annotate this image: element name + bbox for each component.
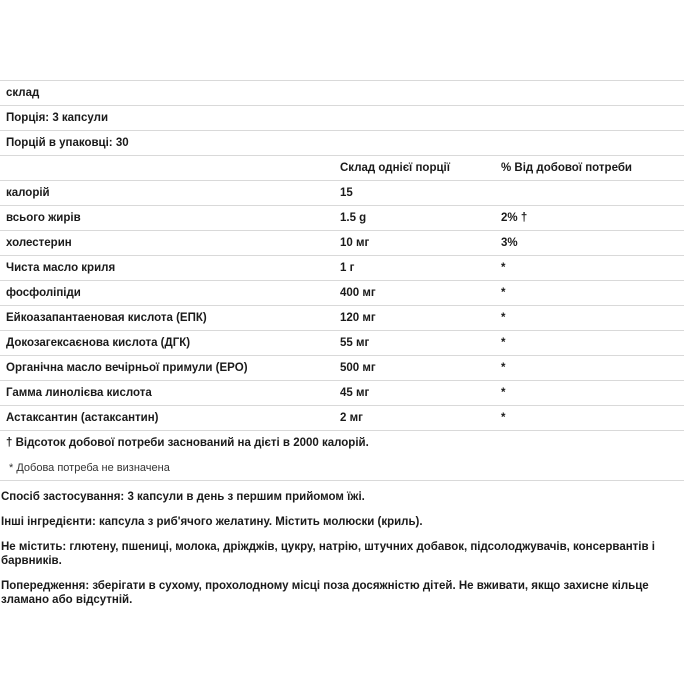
- nutrient-amount: 15: [340, 187, 353, 199]
- facts-title: склад: [6, 87, 40, 99]
- nutrient-amount: 1.5 g: [340, 212, 367, 224]
- nutrient-dv: *: [501, 262, 506, 274]
- servings-per-container-row: [0, 131, 684, 156]
- table-header-row: [0, 156, 684, 181]
- nutrient-dv: *: [501, 337, 506, 349]
- usage-paragraph: Спосіб застосування: 3 капсули в день з першим прийомом їжі.: [1, 491, 365, 503]
- nutrient-name: Чиста масло криля: [6, 262, 116, 274]
- nutrient-amount: 120 мг: [340, 312, 376, 324]
- footnote-star: * Добова потреба не визначена: [9, 461, 170, 474]
- nutrient-dv: 2% †: [501, 212, 528, 224]
- nutrient-amount: 400 мг: [340, 287, 376, 299]
- footnote-star-row: [0, 455, 684, 481]
- nutrient-amount: 500 мг: [340, 362, 376, 374]
- serving-size: Порція: 3 капсули: [6, 112, 109, 124]
- nutrient-name: Астаксантин (астаксантин): [6, 412, 159, 424]
- nutrient-name: Докозагексаєнова кислота (ДГК): [6, 337, 191, 349]
- nutrient-name: всього жирів: [6, 212, 81, 224]
- other-ingredients-paragraph: Інші інгредієнти: капсула з риб'ячого желатину. Містить молюски (криль).: [1, 516, 423, 528]
- nutrient-name: холестерин: [6, 237, 72, 249]
- nutrient-amount: 2 мг: [340, 412, 363, 424]
- footnote-dagger-row: [0, 431, 684, 455]
- nutrient-amount: 10 мг: [340, 237, 370, 249]
- supplement-facts-table: [0, 80, 684, 481]
- header-dv: % Від добової потреби: [501, 162, 632, 174]
- free-from-paragraph: Не містить: глютену, пшениці, молока, дріжджів, цукру, натрію, штучних добавок, підсолоджувачів, консервантів і барвників.: [1, 541, 655, 567]
- product-info-paragraphs: [1, 490, 681, 618]
- nutrient-dv: *: [501, 362, 506, 374]
- serving-size-row: [0, 106, 684, 131]
- nutrient-name: Органічна масло вечірньої примули (EPO): [6, 362, 248, 374]
- nutrient-dv: *: [501, 412, 506, 424]
- warning-paragraph: Попередження: зберігати в сухому, прохолодному місці поза досяжністю дітей. Не вживати, якщо захисне кільце зламано або відсутній.: [1, 580, 649, 606]
- table-row: [0, 381, 684, 406]
- nutrient-dv: *: [501, 287, 506, 299]
- nutrient-amount: 45 мг: [340, 387, 370, 399]
- nutrient-dv: *: [501, 312, 506, 324]
- nutrient-name: фосфоліпіди: [6, 287, 81, 299]
- table-row: [0, 281, 684, 306]
- table-row: [0, 231, 684, 256]
- table-row: [0, 406, 684, 431]
- nutrient-amount: 55 мг: [340, 337, 370, 349]
- nutrient-dv: *: [501, 387, 506, 399]
- header-amount: Склад однієї порції: [340, 162, 450, 174]
- facts-title-row: [0, 81, 684, 106]
- nutrient-name: Ейкоазапантаеновая кислота (ЕПК): [6, 312, 207, 324]
- nutrient-amount: 1 г: [340, 262, 355, 274]
- nutrient-dv: 3%: [501, 237, 518, 249]
- table-row: [0, 306, 684, 331]
- table-row: [0, 181, 684, 206]
- servings-per-container: Порцій в упаковці: 30: [6, 137, 129, 149]
- nutrient-name: Гамма линолієва кислота: [6, 387, 152, 399]
- table-row: [0, 356, 684, 381]
- footnote-dagger: † Відсоток добової потреби заснований на дієті в 2000 калорій.: [6, 437, 369, 449]
- table-row: [0, 256, 684, 281]
- table-row: [0, 206, 684, 231]
- table-row: [0, 331, 684, 356]
- nutrient-name: калорій: [6, 187, 50, 199]
